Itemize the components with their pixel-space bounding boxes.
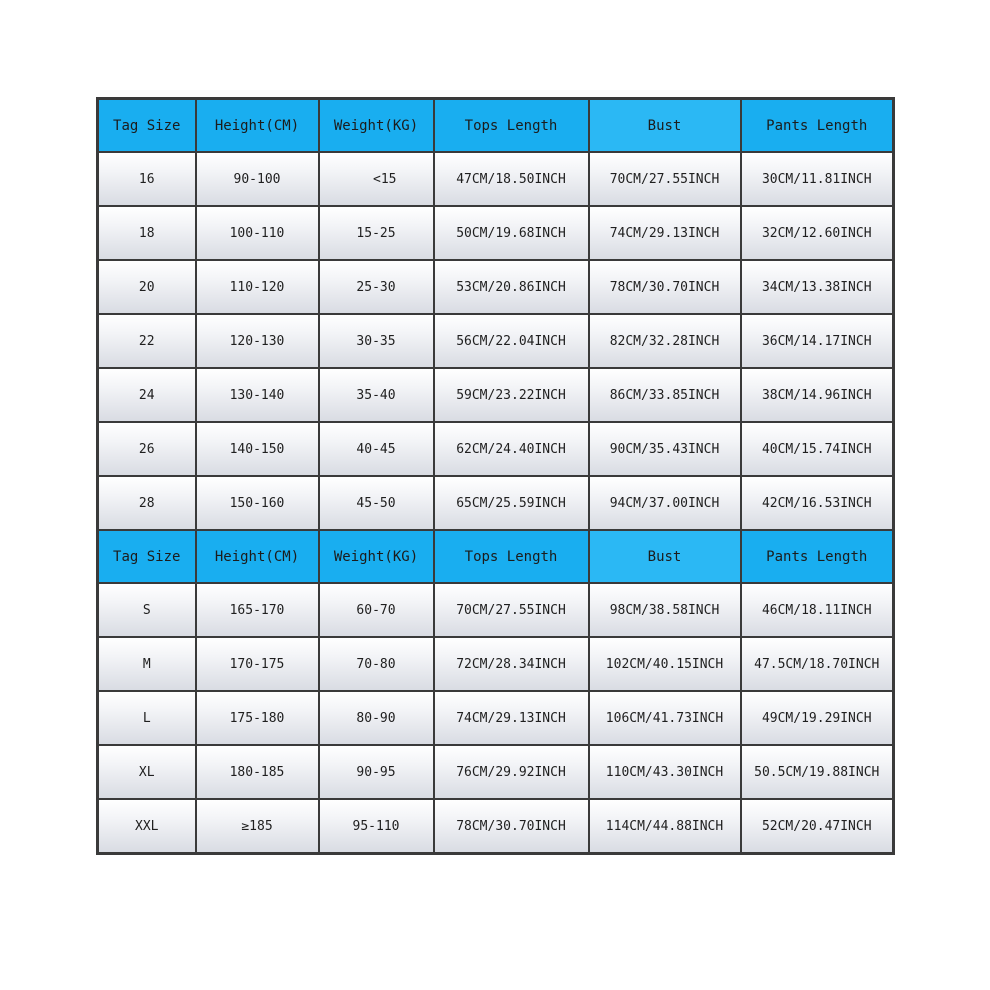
tag-size-cell: 26 xyxy=(98,422,196,476)
pants-length-cell: 49CM/19.29INCH xyxy=(741,691,894,745)
tag-size-cell: S xyxy=(98,583,196,637)
tops-length-cell: 59CM/23.22INCH xyxy=(434,368,589,422)
header-tops-length: Tops Length xyxy=(434,99,589,153)
tag-size-cell: 28 xyxy=(98,476,196,530)
header-pants-length: Pants Length xyxy=(741,99,894,153)
bust-cell: 82CM/32.28INCH xyxy=(589,314,741,368)
pants-length-cell: 38CM/14.96INCH xyxy=(741,368,894,422)
table-row xyxy=(98,691,894,745)
height-cell: 130-140 xyxy=(196,368,319,422)
header-tag-size: Tag Size xyxy=(98,530,196,583)
height-cell: ≥185 xyxy=(196,799,319,854)
pants-length-cell: 52CM/20.47INCH xyxy=(741,799,894,854)
table-row xyxy=(98,745,894,799)
weight-cell: 90-95 xyxy=(319,745,434,799)
pants-length-cell: 47.5CM/18.70INCH xyxy=(741,637,894,691)
weight-cell: 45-50 xyxy=(319,476,434,530)
tag-size-cell: XL xyxy=(98,745,196,799)
tops-length-cell: 62CM/24.40INCH xyxy=(434,422,589,476)
tag-size-cell: 22 xyxy=(98,314,196,368)
bust-cell: 70CM/27.55INCH xyxy=(589,152,741,206)
table-row xyxy=(98,476,894,530)
bust-cell: 86CM/33.85INCH xyxy=(589,368,741,422)
header-weight: Weight(KG) xyxy=(319,99,434,153)
tag-size-cell: 24 xyxy=(98,368,196,422)
bust-cell: 90CM/35.43INCH xyxy=(589,422,741,476)
weight-cell: 95-110 xyxy=(319,799,434,854)
tops-length-cell: 65CM/25.59INCH xyxy=(434,476,589,530)
bust-cell: 78CM/30.70INCH xyxy=(589,260,741,314)
header-tag-size: Tag Size xyxy=(98,99,196,153)
pants-length-cell: 46CM/18.11INCH xyxy=(741,583,894,637)
tag-size-cell: M xyxy=(98,637,196,691)
height-cell: 100-110 xyxy=(196,206,319,260)
tops-length-cell: 72CM/28.34INCH xyxy=(434,637,589,691)
bust-cell: 98CM/38.58INCH xyxy=(589,583,741,637)
weight-cell: 30-35 xyxy=(319,314,434,368)
weight-cell: 35-40 xyxy=(319,368,434,422)
kids-header-row xyxy=(98,99,894,153)
pants-length-cell: 42CM/16.53INCH xyxy=(741,476,894,530)
table-row xyxy=(98,314,894,368)
weight-cell: 70-80 xyxy=(319,637,434,691)
table-row xyxy=(98,206,894,260)
weight-cell: 15-25 xyxy=(319,206,434,260)
tag-size-cell: XXL xyxy=(98,799,196,854)
height-cell: 120-130 xyxy=(196,314,319,368)
size-chart-table xyxy=(96,97,895,855)
table-row xyxy=(98,152,894,206)
height-cell: 165-170 xyxy=(196,583,319,637)
bust-cell: 94CM/37.00INCH xyxy=(589,476,741,530)
height-cell: 180-185 xyxy=(196,745,319,799)
height-cell: 175-180 xyxy=(196,691,319,745)
tops-length-cell: 47CM/18.50INCH xyxy=(434,152,589,206)
tag-size-cell: 16 xyxy=(98,152,196,206)
tops-length-cell: 53CM/20.86INCH xyxy=(434,260,589,314)
tops-length-cell: 70CM/27.55INCH xyxy=(434,583,589,637)
tops-length-cell: 56CM/22.04INCH xyxy=(434,314,589,368)
tag-size-cell: 20 xyxy=(98,260,196,314)
height-cell: 90-100 xyxy=(196,152,319,206)
header-tops-length: Tops Length xyxy=(434,530,589,583)
bust-cell: 74CM/29.13INCH xyxy=(589,206,741,260)
table-row xyxy=(98,422,894,476)
bust-cell: 102CM/40.15INCH xyxy=(589,637,741,691)
bust-cell: 110CM/43.30INCH xyxy=(589,745,741,799)
pants-length-cell: 40CM/15.74INCH xyxy=(741,422,894,476)
tops-length-cell: 76CM/29.92INCH xyxy=(434,745,589,799)
tag-size-cell: L xyxy=(98,691,196,745)
header-height: Height(CM) xyxy=(196,530,319,583)
weight-cell: 80-90 xyxy=(319,691,434,745)
header-pants-length: Pants Length xyxy=(741,530,894,583)
header-bust: Bust xyxy=(589,530,741,583)
pants-length-cell: 34CM/13.38INCH xyxy=(741,260,894,314)
table-row xyxy=(98,799,894,854)
weight-cell: 40-45 xyxy=(319,422,434,476)
height-cell: 110-120 xyxy=(196,260,319,314)
tops-length-cell: 50CM/19.68INCH xyxy=(434,206,589,260)
pants-length-cell: 50.5CM/19.88INCH xyxy=(741,745,894,799)
adult-header-row xyxy=(98,530,894,583)
tops-length-cell: 78CM/30.70INCH xyxy=(434,799,589,854)
pants-length-cell: 36CM/14.17INCH xyxy=(741,314,894,368)
bust-cell: 106CM/41.73INCH xyxy=(589,691,741,745)
tag-size-cell: 18 xyxy=(98,206,196,260)
header-weight: Weight(KG) xyxy=(319,530,434,583)
weight-cell: 25-30 xyxy=(319,260,434,314)
weight-cell: <15 xyxy=(319,152,434,206)
height-cell: 150-160 xyxy=(196,476,319,530)
table-row xyxy=(98,260,894,314)
table-row xyxy=(98,637,894,691)
height-cell: 140-150 xyxy=(196,422,319,476)
weight-cell: 60-70 xyxy=(319,583,434,637)
pants-length-cell: 32CM/12.60INCH xyxy=(741,206,894,260)
table-row xyxy=(98,583,894,637)
height-cell: 170-175 xyxy=(196,637,319,691)
pants-length-cell: 30CM/11.81INCH xyxy=(741,152,894,206)
header-height: Height(CM) xyxy=(196,99,319,153)
tops-length-cell: 74CM/29.13INCH xyxy=(434,691,589,745)
table-row xyxy=(98,368,894,422)
bust-cell: 114CM/44.88INCH xyxy=(589,799,741,854)
header-bust: Bust xyxy=(589,99,741,153)
